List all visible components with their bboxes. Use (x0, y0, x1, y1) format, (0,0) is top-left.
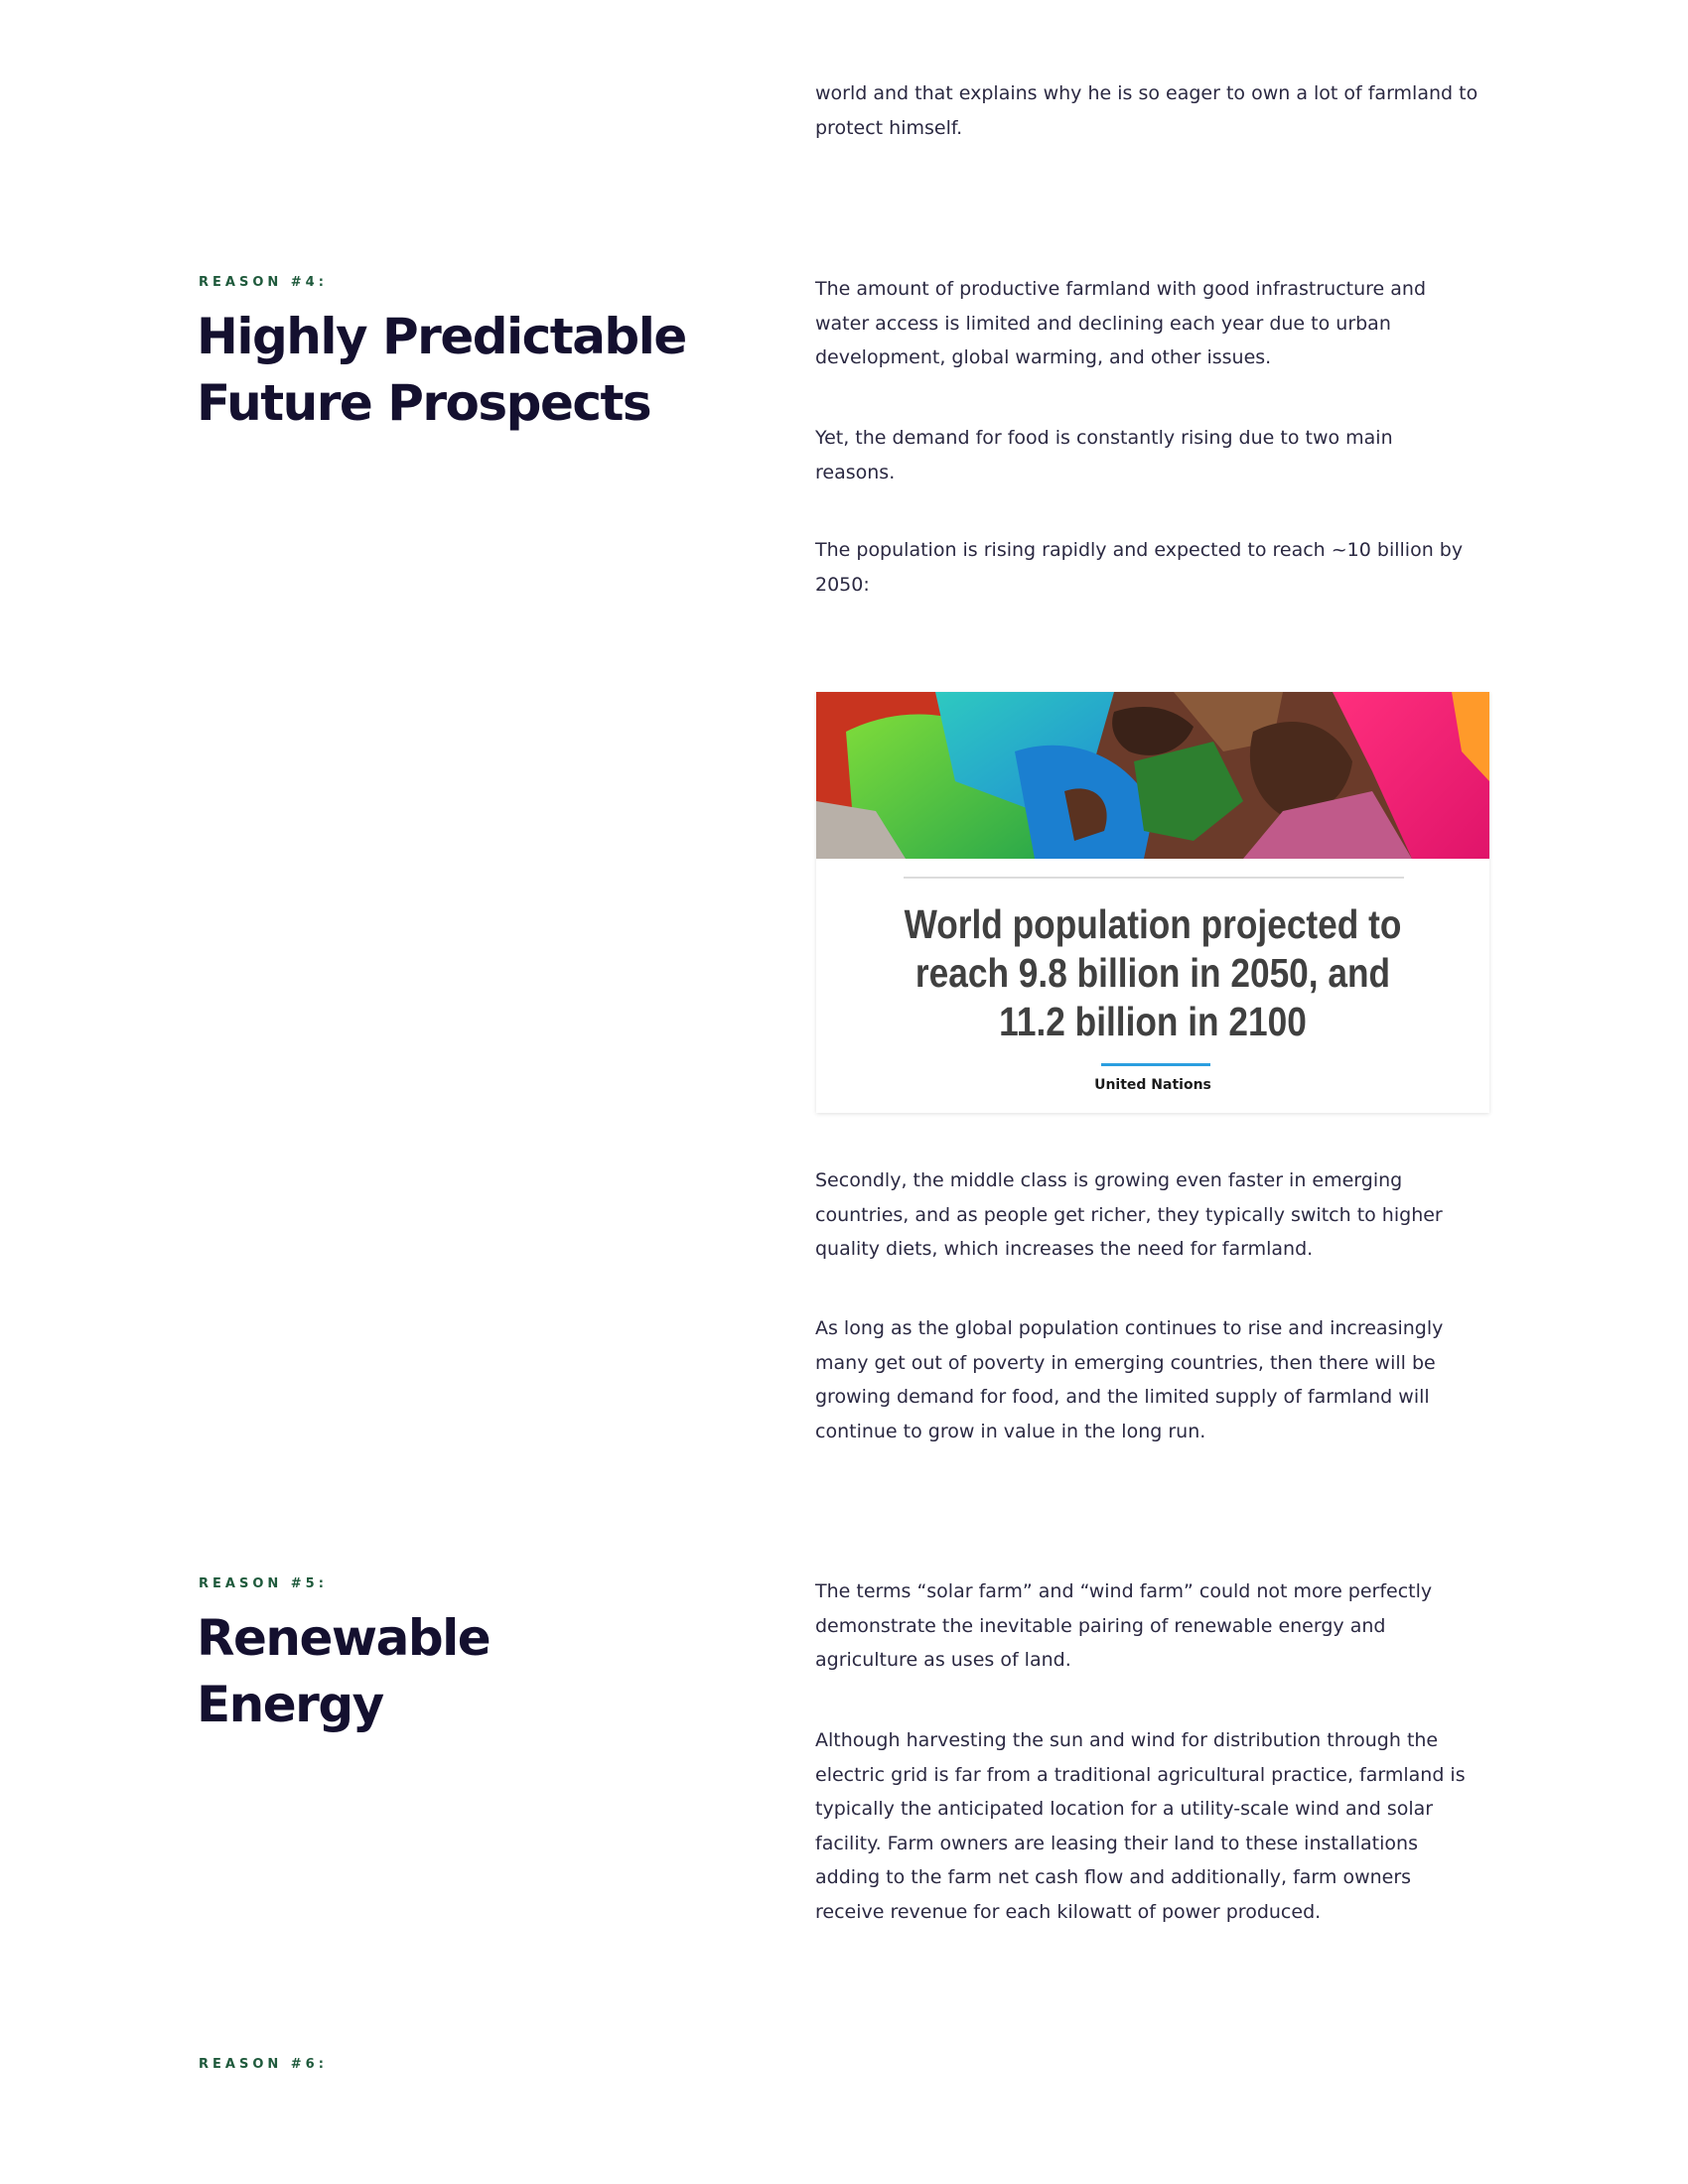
reason-4-title (197, 304, 686, 437)
title-line: Energy (197, 1676, 383, 1733)
text-line: receive revenue for each kilowatt of power produced. (815, 1900, 1322, 1923)
title-line: Renewable (197, 1609, 491, 1667)
text-line: reasons. (815, 461, 896, 483)
title-line: Highly Predictable (197, 308, 686, 365)
reason-5-title (197, 1605, 490, 1738)
card-accent-bar (1101, 1063, 1210, 1066)
text-line: growing demand for food, and the limited supply of farmland will (815, 1386, 1430, 1408)
text-line: many get out of poverty in emerging countries, then there will be (815, 1351, 1436, 1374)
text-line: electric grid is far from a traditional agricultural practice, farmland is (815, 1763, 1466, 1786)
card-divider (904, 877, 1404, 879)
reason-6-label: REASON #6: (199, 2057, 328, 2072)
headline-line: World population projected to (904, 901, 1402, 947)
headline-line: 11.2 billion in 2100 (999, 999, 1307, 1044)
children-photo (816, 692, 1489, 859)
text-line: quality diets, which increases the need for farmland. (815, 1238, 1314, 1260)
text-line: countries, and as people get richer, they typically switch to higher (815, 1203, 1443, 1226)
text-line: continue to grow in value in the long run. (815, 1420, 1206, 1442)
reason-4-paragraph-1 (815, 272, 1500, 375)
text-line: agriculture as uses of land. (815, 1649, 1071, 1671)
text-line: world and that explains why he is so eager to own a lot of farmland to (815, 82, 1478, 104)
text-line: The population is rising rapidly and expected to reach ~10 billion by (815, 539, 1464, 561)
headline-line: reach 9.8 billion in 2050, and (914, 950, 1391, 996)
text-line: protect himself. (815, 116, 963, 139)
reason-4-paragraph-3 (815, 533, 1500, 602)
text-line: The amount of productive farmland with good infrastructure and (815, 278, 1427, 300)
text-line: water access is limited and declining each year due to urban (815, 312, 1391, 335)
card-source: United Nations (1094, 1077, 1211, 1093)
text-line: 2050: (815, 573, 870, 596)
card-headline (881, 900, 1426, 1046)
text-line: Although harvesting the sun and wind for distribution through the (815, 1729, 1439, 1751)
text-line: Yet, the demand for food is constantly rising due to two main (815, 427, 1393, 449)
text-line: facility. Farm owners are leasing their land to these installations (815, 1832, 1418, 1854)
reason-4-paragraph-2 (815, 421, 1500, 489)
reason-4-paragraph-4 (815, 1163, 1500, 1267)
text-line: Secondly, the middle class is growing even faster in emerging (815, 1169, 1403, 1191)
text-line: As long as the global population continues to rise and increasingly (815, 1317, 1444, 1339)
reason-5-label: REASON #5: (199, 1576, 328, 1591)
intro-paragraph (815, 76, 1500, 145)
reason-4-label: REASON #4: (199, 275, 328, 290)
text-line: The terms “solar farm” and “wind farm” could not more perfectly (815, 1580, 1433, 1602)
title-line: Future Prospects (197, 374, 651, 432)
text-line: typically the anticipated location for a utility-scale wind and solar (815, 1798, 1434, 1820)
text-line: adding to the farm net cash flow and additionally, farm owners (815, 1866, 1412, 1888)
reason-5-paragraph-1 (815, 1574, 1500, 1678)
population-figure-card (816, 692, 1489, 1113)
text-line: development, global warming, and other issues. (815, 346, 1272, 368)
text-line: demonstrate the inevitable pairing of renewable energy and (815, 1614, 1386, 1637)
reason-4-paragraph-5 (815, 1311, 1500, 1448)
reason-5-paragraph-2 (815, 1723, 1500, 1929)
